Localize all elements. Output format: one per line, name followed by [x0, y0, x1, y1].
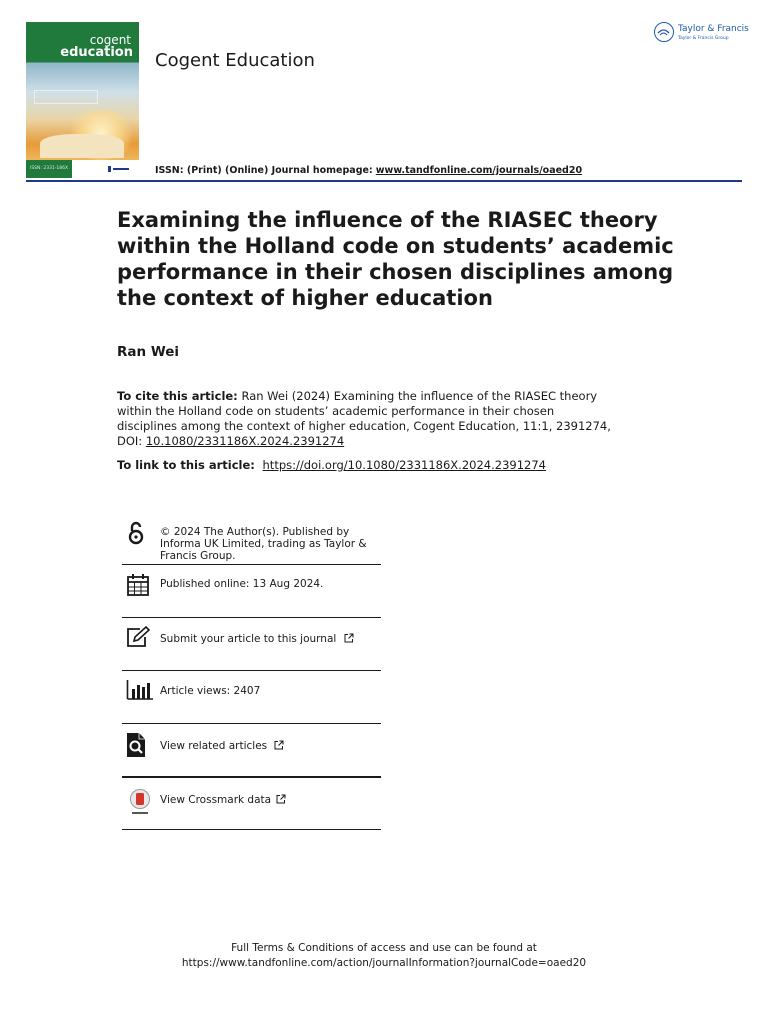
publisher-name: Taylor & Francis — [678, 24, 749, 34]
cite-label: To cite this article: — [117, 389, 238, 403]
footer-line-1: Full Terms & Conditions of access and use can be found at — [231, 942, 537, 954]
document-search-icon — [126, 732, 150, 762]
crossmark-icon — [126, 788, 154, 820]
cite-text: Ran Wei (2024) Examining the influence of the RIASEC theory within the Holland code on students’ academic performance in their chosen disciplines among the context of higher education, Cogent Education, 11:1, 2391274, DOI: — [117, 389, 611, 448]
header-divider — [26, 180, 742, 182]
related-articles-link[interactable] — [160, 740, 284, 752]
published-date: Published online: 13 Aug 2024. — [160, 578, 324, 590]
journal-homepage-link[interactable]: www.tandfonline.com/journals/oaed20 — [375, 165, 583, 176]
cite-doi-link[interactable]: 10.1080/2331186X.2024.2391274 — [145, 434, 345, 448]
link-label: To link to this article: — [117, 458, 255, 472]
issn-line — [155, 165, 582, 176]
footer-terms-url[interactable]: https://www.tandfonline.com/action/journalInformation?journalCode=oaed20 — [181, 957, 587, 969]
crossmark-label: View Crossmark data — [160, 794, 272, 806]
routledge-logo — [108, 166, 130, 174]
list-item-related[interactable] — [122, 724, 381, 777]
list-item-open-access — [122, 518, 381, 565]
list-item-submit[interactable] — [122, 618, 381, 671]
crossmark-link[interactable] — [160, 794, 286, 806]
bar-chart-icon — [126, 679, 154, 705]
open-access-icon — [126, 520, 146, 550]
list-item-published — [122, 565, 381, 618]
article-views: Article views: 2407 — [160, 685, 261, 697]
calendar-icon — [126, 573, 150, 601]
terms-footer — [0, 941, 768, 971]
edit-icon — [126, 626, 152, 652]
cover-decoration — [34, 90, 98, 104]
journal-cover-image — [26, 22, 139, 178]
cover-title-cogent: cogent — [89, 33, 131, 47]
external-link-icon — [274, 740, 284, 750]
article-info-list — [122, 518, 381, 830]
journal-name: Cogent Education — [155, 50, 315, 71]
external-link-icon — [276, 794, 286, 804]
cover-book-illustration — [40, 134, 124, 158]
submit-article-label: Submit your article to this journal — [160, 633, 337, 645]
external-link-icon — [344, 633, 354, 643]
cover-issn: ISSN: 2331-186X — [26, 160, 72, 178]
taylor-francis-icon — [654, 22, 674, 42]
issn-label: ISSN: (Print) (Online) Journal homepage: — [155, 165, 373, 176]
publisher-subtitle: Taylor & Francis Group — [678, 36, 729, 41]
article-doi-link[interactable]: https://doi.org/10.1080/2331186X.2024.2391274 — [262, 458, 546, 472]
copyright-text: © 2024 The Author(s). Published by Informa UK Limited, trading as Taylor & Francis Group. — [160, 526, 367, 562]
cover-title-education: education — [60, 45, 133, 60]
article-author: Ran Wei — [117, 344, 180, 360]
list-item-crossmark[interactable] — [122, 777, 381, 830]
article-title: Examining the influence of the RIASEC theory within the Holland code on students’ academic performance in their chosen disciplines among the context of higher education — [117, 208, 674, 310]
citation-block — [117, 389, 617, 449]
submit-article-link[interactable] — [160, 633, 354, 645]
related-articles-label: View related articles — [160, 740, 268, 752]
list-item-views — [122, 671, 381, 724]
article-link-line — [117, 458, 546, 472]
